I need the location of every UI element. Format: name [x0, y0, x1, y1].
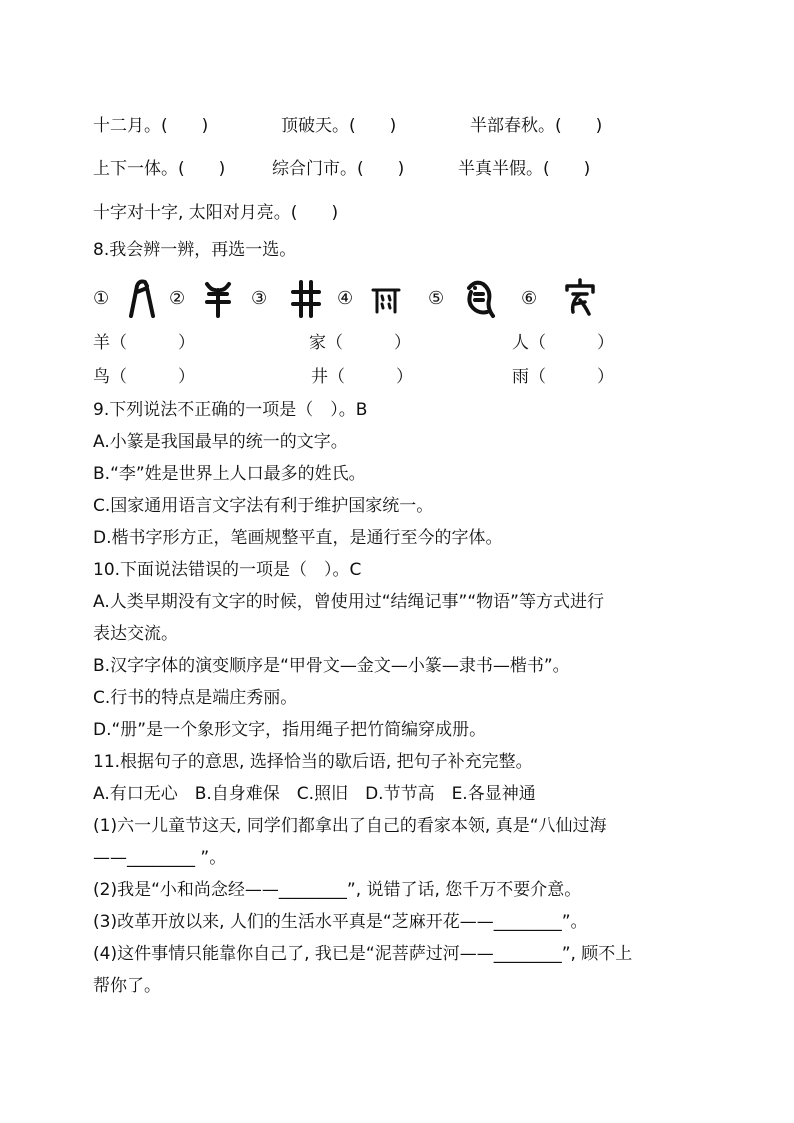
option-number: ① [93, 288, 110, 309]
ancient-yang-glyph-icon [201, 278, 235, 318]
q10-option-a-line2: 表达交流。 [93, 624, 178, 644]
answer-blank[interactable]: 羊（ ） [93, 333, 195, 353]
question-10-title: 10.下面说法错误的一项是（ ）。C [93, 560, 362, 580]
ancient-yu-glyph-icon [369, 278, 403, 318]
option-number: ⑤ [428, 288, 445, 309]
q10-option-c: C.行书的特点是端庄秀丽。 [93, 688, 298, 708]
riddle-item: 十二月。( ) [93, 116, 209, 136]
q9-option-d: D.楷书字形方正，笔画规整平直，是通行至今的字体。 [93, 528, 503, 548]
option-number: ③ [251, 288, 268, 309]
riddle-item: 半真半假。( ) [458, 159, 591, 179]
q9-option-a: A.小篆是我国最早的统一的文字。 [93, 432, 348, 452]
q11-sentence-1-line2[interactable]: ——________ ”。 [93, 848, 227, 868]
ancient-niao-glyph-icon [461, 278, 497, 320]
q11-sentence-4-line1[interactable]: (4)这件事情只能靠你自己了, 我已是“泥菩萨过河——________”, 顾不上 [93, 944, 633, 964]
riddle-item: 顶破天。( ) [281, 116, 397, 136]
question-9-title: 9.下列说法不正确的一项是（ ）。B [93, 400, 368, 420]
q11-sentence-2[interactable]: (2)我是“小和尚念经——________”, 说错了话, 您千万不要介意。 [93, 880, 582, 900]
question-8-title: 8.我会辨一辨，再选一选。 [93, 240, 297, 260]
q10-option-d: D.“册”是一个象形文字，指用绳子把竹简编穿成册。 [93, 720, 487, 740]
option-number: ⑥ [521, 288, 538, 309]
q10-option-b: B.汉字字体的演变顺序是“甲骨文—金文—小篆—隶书—楷书”。 [93, 656, 570, 676]
q11-sentence-4-line2: 帮你了。 [93, 976, 161, 996]
q11-choices: A.有口无心 B.自身难保 C.照旧 D.节节高 E.各显神通 [93, 784, 536, 804]
ancient-jing-glyph-icon [289, 278, 323, 318]
answer-blank[interactable]: 鸟（ ） [93, 367, 195, 387]
option-number: ④ [337, 288, 354, 309]
answer-blank[interactable]: 井（ ） [311, 367, 413, 387]
q9-option-b: B.“李”姓是世界上人口最多的姓氏。 [93, 464, 366, 484]
q11-sentence-3[interactable]: (3)改革开放以来, 人们的生活水平真是“芝麻开花——________”。 [93, 912, 588, 932]
ancient-ren-glyph-icon [125, 278, 159, 318]
question-11-title: 11.根据句子的意思, 选择恰当的歇后语, 把句子补充完整。 [93, 752, 533, 772]
answer-blank[interactable]: 雨（ ） [512, 367, 614, 387]
ancient-jia-glyph-icon [563, 278, 597, 318]
riddle-item: 综合门市。( ) [272, 159, 405, 179]
option-number: ② [169, 288, 186, 309]
riddle-item: 上下一体。( ) [93, 159, 226, 179]
q10-option-a-line1: A.人类早期没有文字的时候，曾使用过“结绳记事”“物语”等方式进行 [93, 592, 604, 612]
riddle-row-3: 十字对十字, 太阳对月亮。( ) [93, 203, 339, 223]
answer-blank[interactable]: 家（ ） [309, 333, 411, 353]
q11-sentence-1-line1: (1)六一儿童节这天, 同学们都拿出了自己的看家本领, 真是“八仙过海 [93, 816, 607, 836]
answer-blank[interactable]: 人（ ） [512, 333, 614, 353]
ancient-glyph-row [93, 278, 713, 322]
riddle-item: 半部春秋。( ) [470, 116, 603, 136]
q9-option-c: C.国家通用语言文字法有利于维护国家统一。 [93, 496, 434, 516]
